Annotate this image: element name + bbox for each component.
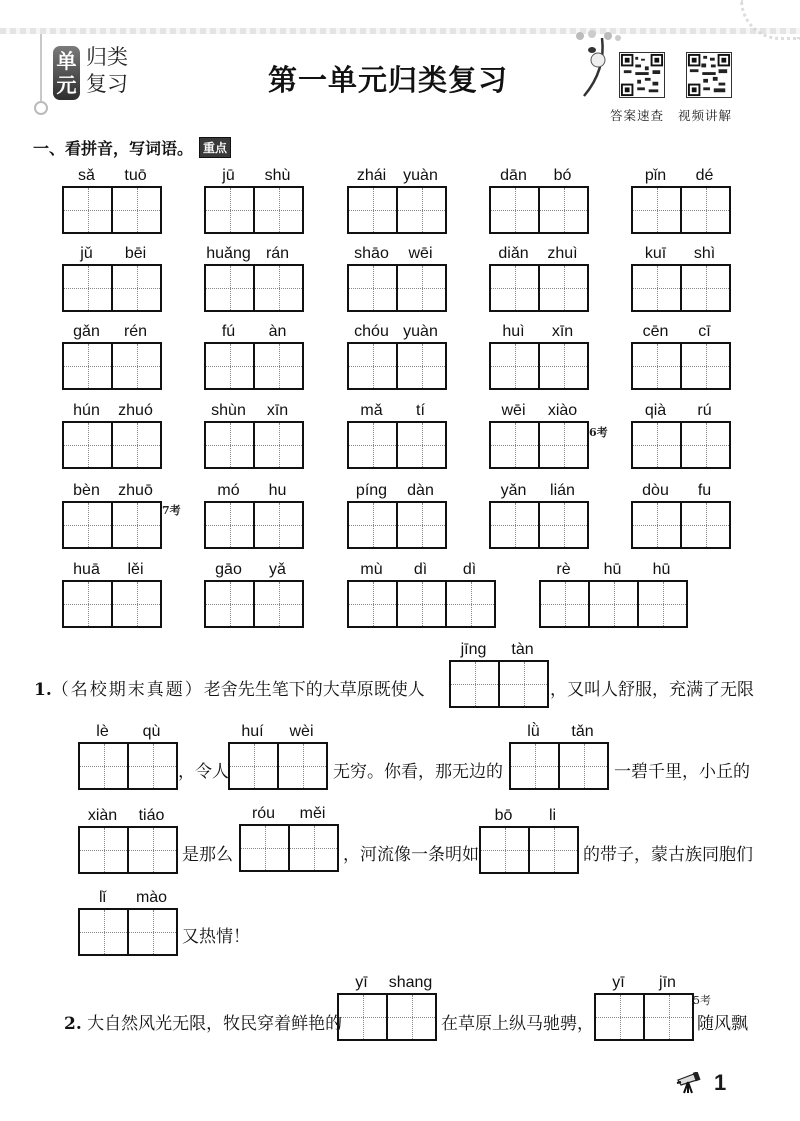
pinyin: pǐn (644, 167, 667, 184)
answer-blank (337, 973, 437, 1041)
writing-cell[interactable] (682, 503, 731, 547)
writing-cell[interactable] (255, 266, 304, 310)
answer-blank (78, 888, 178, 956)
pinyin: gāo (215, 561, 242, 578)
section-heading-text: 一、看拼音，写词语。 (33, 139, 194, 158)
writing-cell[interactable] (80, 828, 129, 872)
writing-cell[interactable] (349, 503, 398, 547)
pinyin: gǎn (73, 323, 100, 340)
writing-cell[interactable] (682, 344, 731, 388)
pinyin: bō (494, 807, 513, 824)
writing-cell[interactable] (339, 995, 388, 1039)
mascot-illustration-icon (572, 30, 622, 102)
writing-cell[interactable] (540, 423, 589, 467)
writing-cell[interactable] (113, 266, 162, 310)
word-grid (347, 481, 447, 549)
exam-frequency-note: 7考 (162, 504, 181, 517)
word-grid (631, 481, 731, 549)
pinyin: cēn (642, 323, 669, 340)
writing-cell[interactable] (633, 188, 682, 232)
writing-cell[interactable] (64, 582, 113, 626)
word-grid (347, 560, 496, 628)
pinyin: huā (73, 561, 100, 578)
writing-cell[interactable] (540, 266, 589, 310)
writing-cell[interactable] (206, 503, 255, 547)
answer-blank (449, 640, 549, 708)
writing-cell[interactable] (491, 423, 540, 467)
writing-cell[interactable] (113, 188, 162, 232)
writing-cell[interactable] (398, 423, 447, 467)
pinyin: cī (698, 323, 711, 340)
writing-cell[interactable] (398, 188, 447, 232)
pinyin: wēi (501, 402, 526, 419)
badge-char-1: 单 (56, 49, 77, 73)
word-grid (347, 166, 447, 234)
writing-cell[interactable] (491, 344, 540, 388)
writing-cell[interactable] (633, 423, 682, 467)
word-grid (62, 166, 162, 234)
writing-cell[interactable] (349, 344, 398, 388)
writing-cell[interactable] (540, 188, 589, 232)
writing-cell[interactable] (64, 266, 113, 310)
pinyin: rén (123, 323, 148, 340)
writing-cell[interactable] (206, 266, 255, 310)
writing-cell[interactable] (633, 266, 682, 310)
writing-cell[interactable] (64, 423, 113, 467)
question-2-line-1 (64, 1009, 342, 1034)
pinyin: mào (135, 889, 168, 906)
pinyin: dé (695, 167, 714, 184)
writing-cell[interactable] (349, 266, 398, 310)
pinyin: jīn (659, 974, 676, 991)
pinyin: huí (241, 723, 264, 740)
pinyin: hū (652, 561, 671, 578)
pinyin: lǐ (98, 889, 107, 906)
writing-cell[interactable] (241, 826, 290, 870)
writing-cell[interactable] (398, 266, 447, 310)
pinyin: píng (355, 482, 388, 499)
pinyin: hū (603, 561, 622, 578)
unit-subtitle-line-2: 复习 (86, 72, 128, 96)
writing-cell[interactable] (682, 423, 731, 467)
pinyin: zhái (356, 167, 387, 184)
page-footer (676, 1070, 726, 1096)
pinyin: jīng (460, 641, 487, 658)
question-source: （名校期末真题） (51, 680, 204, 700)
answer-blank (239, 804, 339, 872)
writing-cell[interactable] (500, 662, 549, 706)
writing-cell[interactable] (255, 423, 304, 467)
word-grid (62, 322, 162, 390)
word-grid (631, 401, 731, 469)
writing-cell[interactable] (206, 423, 255, 467)
writing-cell[interactable] (129, 910, 178, 954)
pinyin: qù (142, 723, 161, 740)
pinyin: jū (222, 167, 235, 184)
pinyin: hún (73, 402, 100, 419)
writing-cell[interactable] (206, 344, 255, 388)
answer-blank (509, 722, 609, 790)
pinyin: àn (268, 323, 287, 340)
pinyin: hu (268, 482, 287, 499)
word-grid (489, 166, 589, 234)
writing-cell[interactable] (540, 344, 589, 388)
pinyin: fú (221, 323, 236, 340)
question-text: ，令人 (178, 762, 229, 782)
question-text: ，河流像一条明如 (343, 845, 479, 865)
decorative-top-border (0, 28, 800, 34)
exam-frequency-note: 5考 (693, 994, 711, 1007)
pinyin: huǎng (206, 245, 251, 262)
pinyin: shì (693, 245, 716, 262)
writing-cell[interactable] (511, 744, 560, 788)
writing-cell[interactable] (590, 582, 639, 626)
pinyin: shāo (354, 245, 389, 262)
pinyin: bēi (124, 245, 147, 262)
pinyin: yǎ (269, 561, 286, 578)
answer-blank (479, 806, 579, 874)
writing-cell[interactable] (633, 503, 682, 547)
word-grid (62, 560, 162, 628)
unit-subtitle-line-1: 归类 (86, 45, 128, 69)
word-grid (347, 322, 447, 390)
pinyin: li (548, 807, 557, 824)
pinyin: tí (416, 402, 425, 419)
pinyin: dòu (642, 482, 669, 499)
pinyin: yī (612, 974, 625, 991)
writing-cell[interactable] (279, 744, 328, 788)
pinyin: mù (360, 561, 383, 578)
question-text: 随风飘 (697, 1014, 748, 1034)
pinyin: xīn (551, 323, 574, 340)
pinyin: tuō (124, 167, 147, 184)
answer-blank (78, 806, 178, 874)
answer-blank (228, 722, 328, 790)
pinyin: xiàn (87, 807, 118, 824)
pinyin: dàn (407, 482, 434, 499)
pinyin: huì (502, 323, 525, 340)
question-text: 无穷。你看，那无边的 (333, 762, 503, 782)
question-text: ，又叫人舒服，充满了无限 (550, 680, 754, 700)
telescope-icon (676, 1072, 702, 1094)
writing-cell[interactable] (388, 995, 437, 1039)
pinyin: zhuì (547, 245, 578, 262)
question-text: 的带子，蒙古族同胞们 (583, 845, 753, 865)
writing-cell[interactable] (481, 828, 530, 872)
pinyin: dì (413, 561, 428, 578)
pinyin: lěi (127, 561, 144, 578)
writing-cell[interactable] (491, 188, 540, 232)
word-grid (62, 244, 162, 312)
writing-cell[interactable] (113, 344, 162, 388)
word-grid (204, 166, 304, 234)
word-grid (489, 322, 589, 390)
writing-cell[interactable] (560, 744, 609, 788)
pinyin: kuī (644, 245, 667, 262)
decorative-corner-curve (740, 0, 800, 40)
writing-cell[interactable] (113, 582, 162, 626)
writing-cell[interactable] (255, 503, 304, 547)
question-number: 1. (34, 680, 52, 700)
writing-cell[interactable] (64, 344, 113, 388)
pinyin: zhuó (118, 402, 153, 419)
question-text: 一碧千里，小丘的 (614, 762, 750, 782)
writing-cell[interactable] (398, 344, 447, 388)
writing-cell[interactable] (113, 503, 162, 547)
writing-cell[interactable] (230, 744, 279, 788)
answer-blank (594, 973, 694, 1041)
qr-code-answers-icon[interactable] (619, 52, 665, 98)
word-grid (204, 560, 304, 628)
pinyin: xīn (266, 402, 289, 419)
pinyin: bèn (73, 482, 100, 499)
pinyin: yuàn (403, 167, 438, 184)
writing-cell[interactable] (540, 503, 589, 547)
writing-cell[interactable] (80, 910, 129, 954)
pinyin: yǎn (500, 482, 527, 499)
pinyin: zhuō (118, 482, 153, 499)
question-text: 是那么 (182, 845, 233, 865)
writing-cell[interactable] (349, 582, 398, 626)
word-grid (489, 244, 589, 312)
pinyin: lè (96, 723, 109, 740)
writing-cell[interactable] (206, 188, 255, 232)
writing-cell[interactable] (451, 662, 500, 706)
pinyin: qià (644, 402, 667, 419)
writing-cell[interactable] (129, 744, 178, 788)
writing-cell[interactable] (255, 188, 304, 232)
word-grid (631, 244, 731, 312)
pinyin: shang (388, 974, 433, 991)
key-point-tag: 重点 (199, 137, 231, 158)
word-grid (489, 481, 589, 549)
writing-cell[interactable] (290, 826, 339, 870)
pinyin: mǎ (360, 402, 383, 419)
pinyin: róu (251, 805, 276, 822)
page-title-text: 第一单元归类复习 (267, 63, 508, 97)
pinyin: wèi (289, 723, 314, 740)
writing-cell[interactable] (129, 828, 178, 872)
word-grid (204, 401, 304, 469)
writing-cell[interactable] (682, 266, 731, 310)
writing-cell[interactable] (255, 344, 304, 388)
pinyin: yuàn (403, 323, 438, 340)
writing-cell[interactable] (349, 188, 398, 232)
writing-cell[interactable] (349, 423, 398, 467)
question-1-line-1 (34, 675, 425, 700)
word-grid (347, 401, 447, 469)
pinyin: dì (462, 561, 477, 578)
pinyin: lián (550, 482, 575, 499)
qr-code-video-icon[interactable] (686, 52, 732, 98)
badge-char-2: 元 (56, 73, 77, 97)
pinyin: shù (264, 167, 291, 184)
pinyin: yī (355, 974, 368, 991)
writing-cell[interactable] (530, 828, 579, 872)
question-number: 2. (64, 1014, 82, 1034)
word-grid (62, 401, 162, 469)
writing-cell[interactable] (64, 503, 113, 547)
writing-cell[interactable] (447, 582, 496, 626)
writing-cell[interactable] (491, 503, 540, 547)
page-title (0, 58, 800, 99)
pinyin: rè (556, 561, 571, 578)
answer-blank (78, 722, 178, 790)
decorative-stem-dot (34, 101, 48, 115)
word-grid (539, 560, 688, 628)
pinyin: tiáo (138, 807, 165, 824)
pinyin: shùn (211, 402, 246, 419)
pinyin: jǔ (80, 245, 93, 262)
word-grid (631, 322, 731, 390)
pinyin: rú (697, 402, 712, 419)
writing-cell[interactable] (596, 995, 645, 1039)
word-grid (631, 166, 731, 234)
writing-cell[interactable] (633, 344, 682, 388)
pinyin: tàn (511, 641, 534, 658)
question-text: 又热情！ (182, 927, 250, 947)
writing-cell[interactable] (491, 266, 540, 310)
word-grid (204, 322, 304, 390)
word-grid (204, 481, 304, 549)
writing-cell[interactable] (80, 744, 129, 788)
qr-label-answers: 答案速查 (610, 108, 665, 123)
writing-cell[interactable] (541, 582, 590, 626)
word-grid (204, 244, 304, 312)
word-grid (347, 244, 447, 312)
question-text: 在草原上纵马驰骋， (441, 1014, 594, 1034)
writing-cell[interactable] (682, 188, 731, 232)
qr-label-video: 视频讲解 (678, 108, 733, 123)
pinyin: mó (217, 482, 240, 499)
writing-cell[interactable] (113, 423, 162, 467)
exam-frequency-note: 6考 (589, 426, 608, 439)
question-text: 老舍先生笔下的大草原既使人 (203, 680, 425, 700)
writing-cell[interactable] (398, 503, 447, 547)
pinyin: bó (553, 167, 572, 184)
writing-cell[interactable] (255, 582, 304, 626)
writing-cell[interactable] (206, 582, 255, 626)
page-number: 1 (714, 1070, 727, 1095)
pinyin: rán (265, 245, 290, 262)
pinyin: wēi (408, 245, 433, 262)
question-text: 大自然风光无限，牧民穿着鲜艳的 (87, 1014, 343, 1034)
pinyin: diǎn (498, 245, 529, 262)
pinyin: měi (299, 805, 326, 822)
writing-cell[interactable] (639, 582, 688, 626)
pinyin: dān (500, 167, 527, 184)
pinyin: chóu (354, 323, 389, 340)
word-grid (62, 481, 162, 549)
section-heading (33, 136, 231, 159)
writing-cell[interactable] (398, 582, 447, 626)
writing-cell[interactable] (645, 995, 694, 1039)
writing-cell[interactable] (64, 188, 113, 232)
word-grid (489, 401, 589, 469)
pinyin: lǜ (527, 723, 540, 740)
pinyin: tǎn (571, 723, 594, 740)
pinyin: xiào (547, 402, 578, 419)
pinyin: sǎ (78, 167, 95, 184)
pinyin: fu (697, 482, 712, 499)
